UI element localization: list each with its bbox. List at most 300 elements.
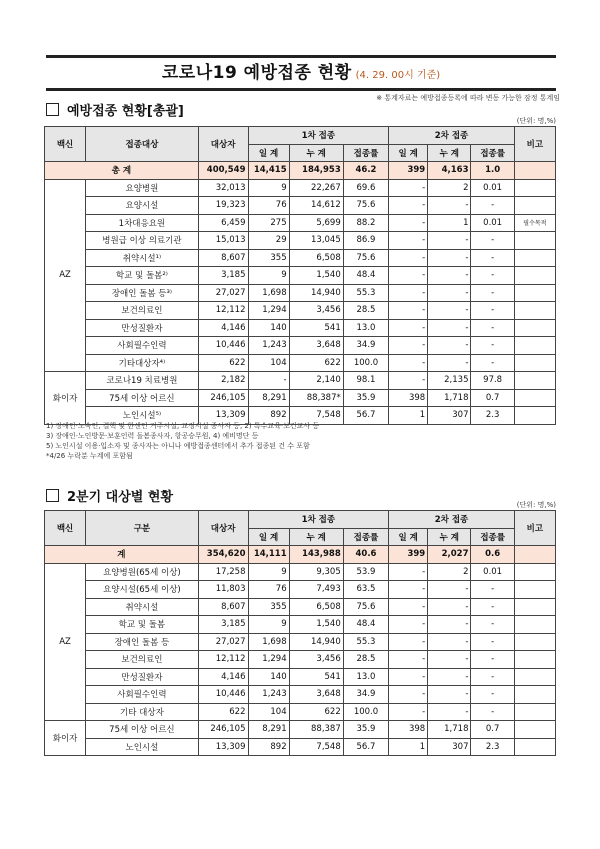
d1-cum-cell: 5,699 — [289, 214, 343, 232]
d2-day-cell: - — [389, 633, 428, 651]
people-cell: 622 — [198, 354, 248, 372]
d2-rate-cell: 0.01 — [471, 214, 514, 232]
d2-rate-cell: - — [471, 267, 514, 285]
d1-rate-cell: 75.6 — [343, 249, 388, 267]
footnote: *4/26 누락분 누계에 포함됨 — [46, 452, 133, 460]
remark-cell — [514, 284, 555, 302]
d2-rate-cell: - — [471, 232, 514, 250]
header-count: 대상자 — [198, 127, 248, 162]
d2-cum-cell: - — [428, 232, 471, 250]
target-cell: 코로나19 치료병원 — [86, 372, 199, 390]
d2-cum-cell: - — [428, 337, 471, 355]
d2-rate-cell: - — [471, 703, 514, 721]
vaccine-cell: 화이자 — [45, 372, 86, 425]
table-row — [45, 563, 556, 581]
table-row — [45, 197, 556, 215]
d2-rate-cell: - — [471, 284, 514, 302]
d1-cum-cell: 88,387* — [289, 389, 343, 407]
people-cell: 17,258 — [198, 563, 248, 581]
target-cell: 취약시설 — [86, 598, 199, 616]
remark-cell — [514, 563, 555, 581]
d1-rate-cell: 56.7 — [343, 407, 388, 425]
table-row — [45, 721, 556, 739]
remark-cell — [514, 302, 555, 320]
people-cell: 4,146 — [198, 319, 248, 337]
header-daily: 일 계 — [389, 144, 428, 162]
remark-cell — [514, 407, 555, 425]
d2-day-cell: - — [389, 267, 428, 285]
d2-rate-cell: - — [471, 302, 514, 320]
d2-cum-cell: - — [428, 703, 471, 721]
table-row — [45, 668, 556, 686]
d2-rate-cell: - — [471, 337, 514, 355]
d2-day-cell: - — [389, 581, 428, 599]
header-target: 접종대상 — [86, 127, 199, 162]
remark-cell — [514, 651, 555, 669]
header-daily: 일 계 — [248, 144, 289, 162]
table-row — [45, 598, 556, 616]
d1-cum-cell: 9,305 — [289, 563, 343, 581]
total-people: 354,620 — [198, 546, 248, 564]
d1-day-cell: 892 — [248, 407, 289, 425]
d2-cum-cell: - — [428, 354, 471, 372]
total-d1-cum: 143,988 — [289, 546, 343, 564]
total-d2-day: 399 — [389, 546, 428, 564]
remark-cell — [514, 738, 555, 756]
d1-day-cell: 9 — [248, 179, 289, 197]
d1-rate-cell: 48.4 — [343, 267, 388, 285]
target-cell: 취약시설¹⁾ — [86, 249, 199, 267]
d2-day-cell: - — [389, 232, 428, 250]
d2-cum-cell: - — [428, 616, 471, 634]
d1-rate-cell: 55.3 — [343, 633, 388, 651]
header-vaccine: 백신 — [45, 511, 86, 546]
d1-rate-cell: 69.6 — [343, 179, 388, 197]
people-cell: 10,446 — [198, 686, 248, 704]
quarter2-table — [44, 510, 556, 756]
header-remark: 비고 — [514, 511, 555, 546]
people-cell: 11,803 — [198, 581, 248, 599]
d2-day-cell: - — [389, 563, 428, 581]
d2-rate-cell: 0.7 — [471, 721, 514, 739]
target-cell: 보건의료인 — [86, 302, 199, 320]
header-rate: 접종률 — [343, 144, 388, 162]
d1-cum-cell: 1,540 — [289, 616, 343, 634]
remark-cell — [514, 197, 555, 215]
target-cell: 75세 이상 어르신 — [86, 721, 199, 739]
table-row — [45, 319, 556, 337]
d1-day-cell: 355 — [248, 598, 289, 616]
total-row — [45, 546, 556, 564]
header-dose1: 1차 접종 — [248, 511, 389, 529]
d1-cum-cell: 622 — [289, 703, 343, 721]
d2-cum-cell: - — [428, 197, 471, 215]
people-cell: 10,446 — [198, 337, 248, 355]
section1-footnotes — [46, 421, 319, 461]
people-cell: 246,105 — [198, 389, 248, 407]
target-cell: 장애인 돌봄 등 — [86, 633, 199, 651]
target-cell: 사회필수인력 — [86, 337, 199, 355]
total-d2-day: 399 — [389, 162, 428, 180]
d1-rate-cell: 34.9 — [343, 686, 388, 704]
total-label: 계 — [45, 546, 199, 564]
d2-rate-cell: - — [471, 686, 514, 704]
d2-day-cell: 1 — [389, 407, 428, 425]
table-row — [45, 738, 556, 756]
header-dose2: 2차 접종 — [389, 511, 515, 529]
d1-rate-cell: 55.3 — [343, 284, 388, 302]
remark-cell — [514, 598, 555, 616]
section2-unit: (단위: 명,%) — [516, 501, 556, 509]
table-row — [45, 651, 556, 669]
header-cumul: 누 계 — [428, 144, 471, 162]
people-cell: 12,112 — [198, 302, 248, 320]
d2-rate-cell: 0.7 — [471, 389, 514, 407]
d1-rate-cell: 48.4 — [343, 616, 388, 634]
table-row — [45, 616, 556, 634]
title-date: (4. 29. 00시 기준) — [355, 70, 441, 81]
d1-cum-cell: 3,648 — [289, 686, 343, 704]
d2-cum-cell: 2,135 — [428, 372, 471, 390]
section2-heading — [46, 486, 173, 505]
d1-day-cell: 29 — [248, 232, 289, 250]
remark-cell — [514, 668, 555, 686]
total-d2-rate: 0.6 — [471, 546, 514, 564]
table-row — [45, 337, 556, 355]
total-d2-cum: 4,163 — [428, 162, 471, 180]
people-cell: 8,607 — [198, 249, 248, 267]
target-cell: 만성질환자 — [86, 319, 199, 337]
d2-cum-cell: - — [428, 598, 471, 616]
d1-rate-cell: 100.0 — [343, 703, 388, 721]
table-row — [45, 232, 556, 250]
vaccine-cell: 화이자 — [45, 721, 86, 756]
table-row — [45, 179, 556, 197]
people-cell: 27,027 — [198, 284, 248, 302]
total-remark — [514, 162, 555, 180]
remark-cell — [514, 372, 555, 390]
target-cell: 1차대응요원 — [86, 214, 199, 232]
d1-rate-cell: 75.6 — [343, 598, 388, 616]
total-people: 400,549 — [198, 162, 248, 180]
summary-table — [44, 126, 556, 425]
total-d1-cum: 184,953 — [289, 162, 343, 180]
header-count: 대상자 — [198, 511, 248, 546]
d2-rate-cell: - — [471, 668, 514, 686]
header-remark: 비고 — [514, 127, 555, 162]
header-rate: 접종률 — [471, 144, 514, 162]
remark-cell — [514, 633, 555, 651]
d2-rate-cell: - — [471, 249, 514, 267]
header-rate: 접종률 — [471, 528, 514, 546]
target-cell: 노인시설⁵⁾ — [86, 407, 199, 425]
d1-day-cell: - — [248, 372, 289, 390]
d1-rate-cell: 53.9 — [343, 563, 388, 581]
people-cell: 15,013 — [198, 232, 248, 250]
d1-cum-cell: 541 — [289, 319, 343, 337]
target-cell: 요양시설 — [86, 197, 199, 215]
d2-day-cell: - — [389, 651, 428, 669]
d2-rate-cell: - — [471, 581, 514, 599]
total-d2-cum: 2,027 — [428, 546, 471, 564]
d2-day-cell: - — [389, 249, 428, 267]
target-cell: 병원급 이상 의료기관 — [86, 232, 199, 250]
d2-day-cell: 398 — [389, 721, 428, 739]
d1-cum-cell: 88,387 — [289, 721, 343, 739]
total-d1-day: 14,111 — [248, 546, 289, 564]
header-dose2: 2차 접종 — [389, 127, 515, 145]
d2-rate-cell: - — [471, 616, 514, 634]
d2-cum-cell: 2 — [428, 179, 471, 197]
remark-cell — [514, 267, 555, 285]
total-d1-day: 14,415 — [248, 162, 289, 180]
vaccine-cell: AZ — [45, 563, 86, 721]
table-row — [45, 372, 556, 390]
d1-cum-cell: 22,267 — [289, 179, 343, 197]
d1-rate-cell: 13.0 — [343, 668, 388, 686]
people-cell: 246,105 — [198, 721, 248, 739]
d1-cum-cell: 622 — [289, 354, 343, 372]
d1-day-cell: 76 — [248, 197, 289, 215]
d2-day-cell: - — [389, 319, 428, 337]
d1-rate-cell: 35.9 — [343, 389, 388, 407]
d1-cum-cell: 14,612 — [289, 197, 343, 215]
d1-rate-cell: 28.5 — [343, 651, 388, 669]
total-row — [45, 162, 556, 180]
header-dose1: 1차 접종 — [248, 127, 389, 145]
d2-rate-cell: - — [471, 633, 514, 651]
d2-day-cell: - — [389, 354, 428, 372]
people-cell: 4,146 — [198, 668, 248, 686]
d1-rate-cell: 13.0 — [343, 319, 388, 337]
remark-cell — [514, 389, 555, 407]
remark-cell — [514, 249, 555, 267]
d2-cum-cell: - — [428, 302, 471, 320]
people-cell: 27,027 — [198, 633, 248, 651]
title-main: 코로나19 예방접종 현황 — [161, 63, 352, 83]
remark-cell — [514, 232, 555, 250]
people-cell: 622 — [198, 703, 248, 721]
table-row — [45, 633, 556, 651]
d2-day-cell: - — [389, 214, 428, 232]
table-row — [45, 686, 556, 704]
d1-day-cell: 76 — [248, 581, 289, 599]
d2-rate-cell: - — [471, 651, 514, 669]
d1-day-cell: 9 — [248, 563, 289, 581]
d2-cum-cell: 2 — [428, 563, 471, 581]
checkbox-square-icon — [46, 103, 59, 116]
header-cumul: 누 계 — [428, 528, 471, 546]
d1-day-cell: 892 — [248, 738, 289, 756]
d2-cum-cell: - — [428, 686, 471, 704]
target-cell: 기타대상자⁴⁾ — [86, 354, 199, 372]
target-cell: 보건의료인 — [86, 651, 199, 669]
target-cell: 기타 대상자 — [86, 703, 199, 721]
d1-day-cell: 104 — [248, 703, 289, 721]
target-cell: 학교 및 돌봄 — [86, 616, 199, 634]
d2-cum-cell: 1,718 — [428, 389, 471, 407]
d1-rate-cell: 88.2 — [343, 214, 388, 232]
d2-rate-cell: 97.8 — [471, 372, 514, 390]
d1-cum-cell: 3,456 — [289, 302, 343, 320]
people-cell: 6,459 — [198, 214, 248, 232]
d1-day-cell: 275 — [248, 214, 289, 232]
d1-day-cell: 9 — [248, 616, 289, 634]
table-row — [45, 267, 556, 285]
target-cell: 요양시설(65세 이상) — [86, 581, 199, 599]
d2-cum-cell: - — [428, 267, 471, 285]
table-row — [45, 389, 556, 407]
d1-day-cell: 9 — [248, 267, 289, 285]
d2-day-cell: - — [389, 337, 428, 355]
remark-cell — [514, 721, 555, 739]
people-cell: 2,182 — [198, 372, 248, 390]
d2-day-cell: - — [389, 372, 428, 390]
table-row — [45, 581, 556, 599]
d2-day-cell: - — [389, 302, 428, 320]
d1-cum-cell: 14,940 — [289, 284, 343, 302]
target-cell: 만성질환자 — [86, 668, 199, 686]
d1-rate-cell: 98.1 — [343, 372, 388, 390]
header-cumul: 누 계 — [289, 528, 343, 546]
remark-cell — [514, 354, 555, 372]
d2-day-cell: - — [389, 668, 428, 686]
d1-rate-cell: 35.9 — [343, 721, 388, 739]
d1-day-cell: 140 — [248, 319, 289, 337]
total-label: 총 계 — [45, 162, 199, 180]
people-cell: 8,607 — [198, 598, 248, 616]
d1-cum-cell: 541 — [289, 668, 343, 686]
d2-cum-cell: - — [428, 249, 471, 267]
d2-day-cell: - — [389, 179, 428, 197]
vaccine-cell: AZ — [45, 179, 86, 372]
d1-cum-cell: 3,648 — [289, 337, 343, 355]
d2-cum-cell: - — [428, 668, 471, 686]
d2-rate-cell: - — [471, 354, 514, 372]
d1-cum-cell: 14,940 — [289, 633, 343, 651]
d1-cum-cell: 7,548 — [289, 407, 343, 425]
d2-day-cell: - — [389, 686, 428, 704]
people-cell: 3,185 — [198, 616, 248, 634]
remark-cell — [514, 686, 555, 704]
d1-rate-cell: 34.9 — [343, 337, 388, 355]
d1-rate-cell: 100.0 — [343, 354, 388, 372]
d1-day-cell: 104 — [248, 354, 289, 372]
d1-cum-cell: 7,548 — [289, 738, 343, 756]
d2-cum-cell: - — [428, 581, 471, 599]
d2-day-cell: 1 — [389, 738, 428, 756]
d2-day-cell: - — [389, 284, 428, 302]
total-remark — [514, 546, 555, 564]
d2-rate-cell: - — [471, 319, 514, 337]
d1-day-cell: 1,698 — [248, 633, 289, 651]
d2-cum-cell: - — [428, 633, 471, 651]
people-cell: 32,013 — [198, 179, 248, 197]
d2-cum-cell: 307 — [428, 738, 471, 756]
target-cell: 75세 이상 어르신 — [86, 389, 199, 407]
d1-day-cell: 8,291 — [248, 389, 289, 407]
d1-cum-cell: 6,508 — [289, 249, 343, 267]
d1-cum-cell: 2,140 — [289, 372, 343, 390]
d2-cum-cell: - — [428, 284, 471, 302]
d2-cum-cell: 1 — [428, 214, 471, 232]
header-vaccine: 백신 — [45, 127, 86, 162]
footnote: 1) 장애인·노숙인, 결핵 및 한센인 거주시설, 교정시설 종사자 등, 2) 특수교육·보건교사 등 — [46, 422, 320, 430]
d1-day-cell: 1,243 — [248, 686, 289, 704]
d1-cum-cell: 1,540 — [289, 267, 343, 285]
remark-cell — [514, 179, 555, 197]
section1-unit: (단위: 명,%) — [516, 117, 556, 125]
remark-cell — [514, 337, 555, 355]
footnote: 3) 장애인·노인방문·보훈인력 돌봄종사자, 항공승무원, 4) 예비명단 등 — [46, 432, 259, 440]
total-d1-rate: 40.6 — [343, 546, 388, 564]
d1-rate-cell: 75.6 — [343, 197, 388, 215]
d1-day-cell: 1,243 — [248, 337, 289, 355]
d1-day-cell: 1,294 — [248, 651, 289, 669]
d2-day-cell: 398 — [389, 389, 428, 407]
remark-cell — [514, 581, 555, 599]
d1-rate-cell: 56.7 — [343, 738, 388, 756]
remark-cell — [514, 703, 555, 721]
d2-day-cell: - — [389, 616, 428, 634]
section1-heading-text: 예방접종 현황[총괄] — [67, 104, 184, 119]
document-title — [46, 55, 556, 91]
header-cumul: 누 계 — [289, 144, 343, 162]
section2-heading-text: 2분기 대상별 현황 — [67, 490, 174, 505]
table-row — [45, 703, 556, 721]
table-row — [45, 249, 556, 267]
people-cell: 12,112 — [198, 651, 248, 669]
target-cell: 학교 및 돌봄²⁾ — [86, 267, 199, 285]
total-d2-rate: 1.0 — [471, 162, 514, 180]
checkbox-square-icon — [46, 489, 59, 502]
remark-cell — [514, 616, 555, 634]
footnote: 5) 노인시설 이용·입소자 및 종사자는 아니나 예방접종센터에서 추가 접종된 건 수 포함 — [46, 442, 310, 450]
remark-cell — [514, 319, 555, 337]
d1-cum-cell: 13,045 — [289, 232, 343, 250]
d2-rate-cell: 2.3 — [471, 738, 514, 756]
header-target: 구분 — [86, 511, 199, 546]
d1-rate-cell: 28.5 — [343, 302, 388, 320]
d1-rate-cell: 63.5 — [343, 581, 388, 599]
table-row — [45, 302, 556, 320]
d2-cum-cell: 307 — [428, 407, 471, 425]
target-cell: 노인시설 — [86, 738, 199, 756]
d1-day-cell: 355 — [248, 249, 289, 267]
d1-day-cell: 1,698 — [248, 284, 289, 302]
table-row — [45, 214, 556, 232]
d1-rate-cell: 86.9 — [343, 232, 388, 250]
d1-day-cell: 1,294 — [248, 302, 289, 320]
people-cell: 13,309 — [198, 407, 248, 425]
header-daily: 일 계 — [389, 528, 428, 546]
target-cell: 사회필수인력 — [86, 686, 199, 704]
people-cell: 19,323 — [198, 197, 248, 215]
target-cell: 요양병원(65세 이상) — [86, 563, 199, 581]
target-cell: 장애인 돌봄 등³⁾ — [86, 284, 199, 302]
d2-day-cell: - — [389, 197, 428, 215]
d1-day-cell: 8,291 — [248, 721, 289, 739]
d2-rate-cell: 0.01 — [471, 563, 514, 581]
d1-cum-cell: 3,456 — [289, 651, 343, 669]
people-cell: 3,185 — [198, 267, 248, 285]
target-cell: 요양병원 — [86, 179, 199, 197]
total-d1-rate: 46.2 — [343, 162, 388, 180]
table-row — [45, 284, 556, 302]
d2-rate-cell: 2.3 — [471, 407, 514, 425]
d2-cum-cell: - — [428, 319, 471, 337]
statistics-note: ※ 통계자료는 예방접종등록에 따라 변동 가능한 잠정 통계임 — [376, 94, 560, 102]
